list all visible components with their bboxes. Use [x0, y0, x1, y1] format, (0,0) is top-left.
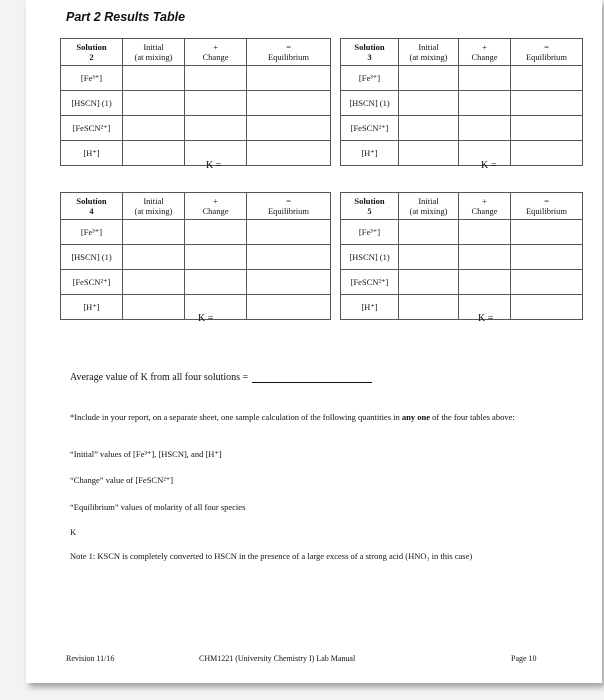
document-page [26, 0, 602, 683]
results-table-solution-2 [60, 38, 331, 166]
initial-header: Initial (at mixing) [399, 193, 459, 220]
instruction-initial: “Initial” values of [Fe³⁺], [HSCN], and [H⁺] [70, 449, 222, 459]
species-fe: [Fe³⁺] [341, 66, 399, 91]
k-label-solution-3: K = [481, 160, 497, 171]
solution-header: Solution 5 [341, 193, 399, 220]
initial-header: Initial (at mixing) [399, 39, 459, 66]
results-table-solution-3 [340, 38, 583, 166]
species-hscn: [HSCN] (1) [341, 245, 399, 270]
page-title: Part 2 Results Table [66, 10, 186, 24]
emphasis-any-one: any one [401, 412, 430, 422]
results-table-solution-5 [340, 192, 583, 320]
species-fe: [Fe³⁺] [61, 220, 123, 245]
species-fescn: [FeSCN²⁺] [341, 116, 399, 141]
initial-header: Initial (at mixing) [123, 193, 185, 220]
equilibrium-header: = Equilibrium [247, 193, 331, 220]
species-fescn: [FeSCN²⁺] [61, 270, 123, 295]
species-h: [H⁺] [61, 295, 123, 320]
k-label-solution-4: K = [198, 313, 214, 324]
species-h: [H⁺] [341, 141, 399, 166]
species-fescn: [FeSCN²⁺] [341, 270, 399, 295]
average-k-blank [252, 372, 372, 383]
footer-manual: CHM1221 (University Chemistry I) Lab Manual [199, 654, 356, 663]
instructions-intro: *Include in your report, on a separate sheet, one sample calculation of the following quantities in any one of the four tables above: [70, 412, 515, 422]
species-hscn: [HSCN] (1) [61, 245, 123, 270]
instruction-equilibrium: “Equilibrium” values of molarity of all four species [70, 502, 246, 512]
change-header: + Change [459, 39, 511, 66]
change-header: + Change [459, 193, 511, 220]
species-hscn: [HSCN] (1) [61, 91, 123, 116]
change-header: + Change [185, 193, 247, 220]
average-k-label: Average value of K from all four solutions = [70, 372, 249, 383]
species-hscn: [HSCN] (1) [341, 91, 399, 116]
k-label-solution-2: K = [206, 160, 222, 171]
species-fescn: [FeSCN²⁺] [61, 116, 123, 141]
initial-header: Initial (at mixing) [123, 39, 185, 66]
equilibrium-header: = Equilibrium [511, 193, 583, 220]
average-k-line [70, 372, 372, 383]
species-h: [H⁺] [341, 295, 399, 320]
species-fe: [Fe³⁺] [61, 66, 123, 91]
results-table-solution-4 [60, 192, 331, 320]
footer-revision: Revision 11/16 [66, 654, 115, 663]
species-fe: [Fe³⁺] [341, 220, 399, 245]
equilibrium-header: = Equilibrium [511, 39, 583, 66]
k-label-solution-5: K = [478, 313, 494, 324]
equilibrium-header: = Equilibrium [247, 39, 331, 66]
change-header: + Change [185, 39, 247, 66]
note-1: Note 1: KSCN is completely converted to HSCN in the presence of a large excess of a strong acid (HNO₃ in this case) [70, 551, 473, 561]
instruction-k: K [70, 527, 77, 537]
instruction-change: “Change” value of [FeSCN²⁺] [70, 475, 174, 485]
solution-header: Solution 2 [61, 39, 123, 66]
solution-header: Solution 3 [341, 39, 399, 66]
species-h: [H⁺] [61, 141, 123, 166]
footer-page-number: Page 10 [511, 654, 537, 663]
solution-header: Solution 4 [61, 193, 123, 220]
